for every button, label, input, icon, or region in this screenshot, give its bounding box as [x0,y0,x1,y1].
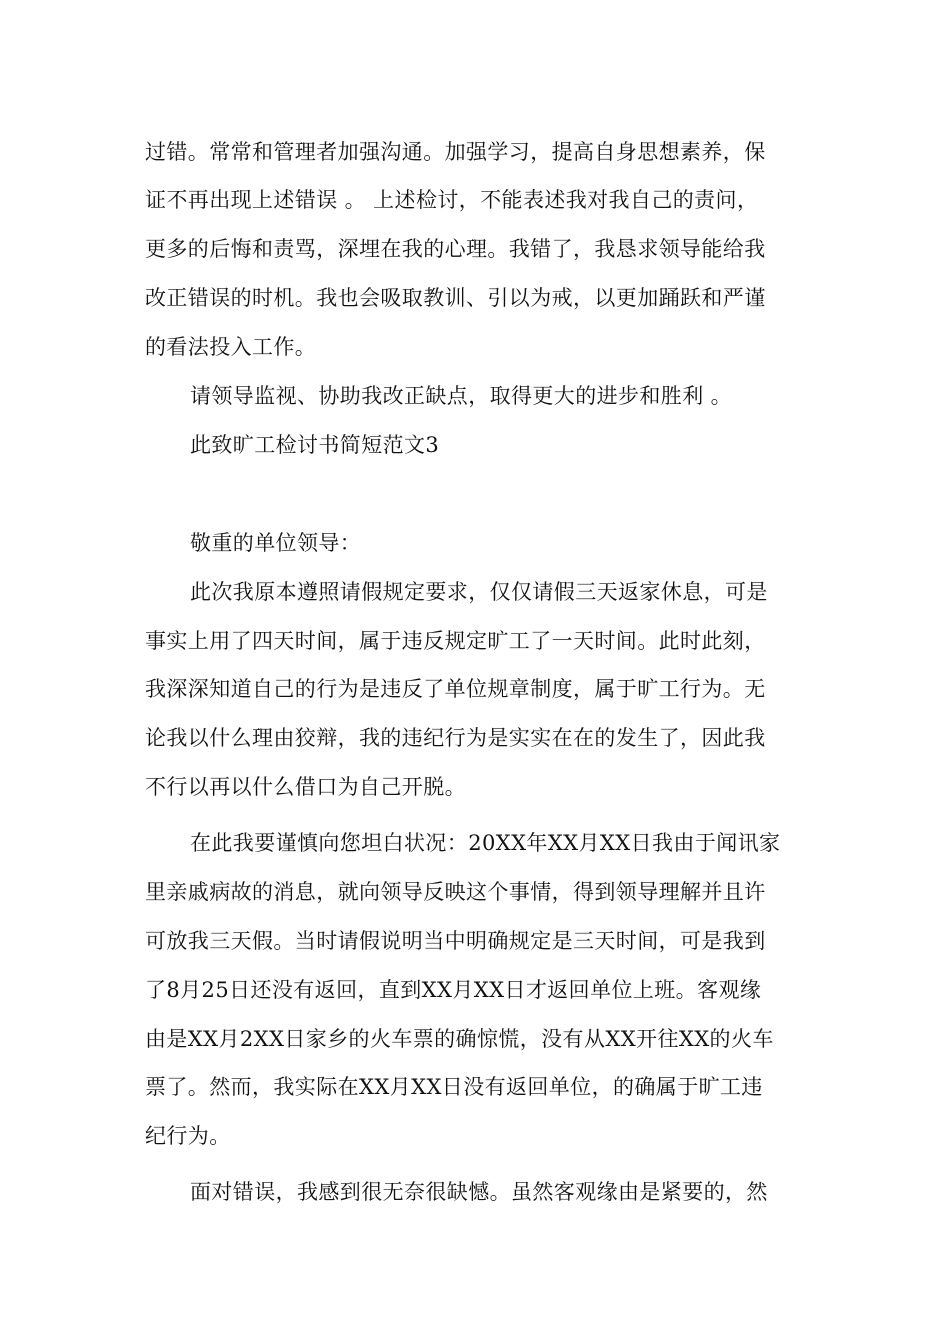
text-line: 了8月25日还没有返回，直到XX月XX日才返回单位上班。客观缘 [145,978,762,1002]
text-line: 论我以什么理由狡辩，我的违纪行为是实实在在的发生了，因此我 [145,726,766,750]
text-line: 事实上用了四天时间，属于违反规定旷工了一天时间。此时此刻， [145,629,766,653]
text-line: 纪行为。 [145,1124,231,1148]
text-line: 此次我原本遵照请假规定要求，仅仅请假三天返家休息，可是 [190,580,768,604]
text-line: 我深深知道自己的行为是违反了单位规章制度，属于旷工行为。无 [145,677,766,701]
text-line: 过错。常常和管理者加强沟通。加强学习，提高自身思想素养，保 [145,140,766,164]
text-line: 里亲戚病故的消息，就向领导反映这个事情，得到领导理解并且许 [145,880,766,904]
salutation: 敬重的单位领导： [190,531,362,555]
text-line: 由是XX月2XX日家乡的火车票的确惊慌，没有从XX开往XX的火车 [145,1027,774,1051]
text-line: 证不再出现上述错误 。 上述检讨，不能表述我对我自己的责问， [145,188,759,212]
text-line: 在此我要谨慎向您坦白状况：20XX年XX月XX日我由于闻讯家 [190,831,781,855]
text-line: 改正错误的时机。我也会吸取教训、引以为戒，以更加踊跃和严谨 [145,286,766,310]
text-line: 面对错误，我感到很无奈很缺憾。虽然客观缘由是紧要的，然 [190,1180,768,1204]
text-line: 票了。然而，我实际在XX月XX日没有返回单位，的确属于旷工违 [145,1075,763,1099]
text-line: 的看法投入工作。 [145,335,317,359]
text-line: 不行以再以什么借口为自己开脱。 [145,775,466,799]
text-line: 更多的后悔和责骂，深埋在我的心理。我错了，我恳求领导能给我 [145,237,766,261]
section-heading: 此致旷工检讨书简短范文3 [190,433,440,457]
text-line: 可放我三天假。当时请假说明当中明确规定是三天时间，可是我到 [145,929,766,953]
text-line: 请领导监视、协助我改正缺点，取得更大的进步和胜利 。 [190,384,733,408]
